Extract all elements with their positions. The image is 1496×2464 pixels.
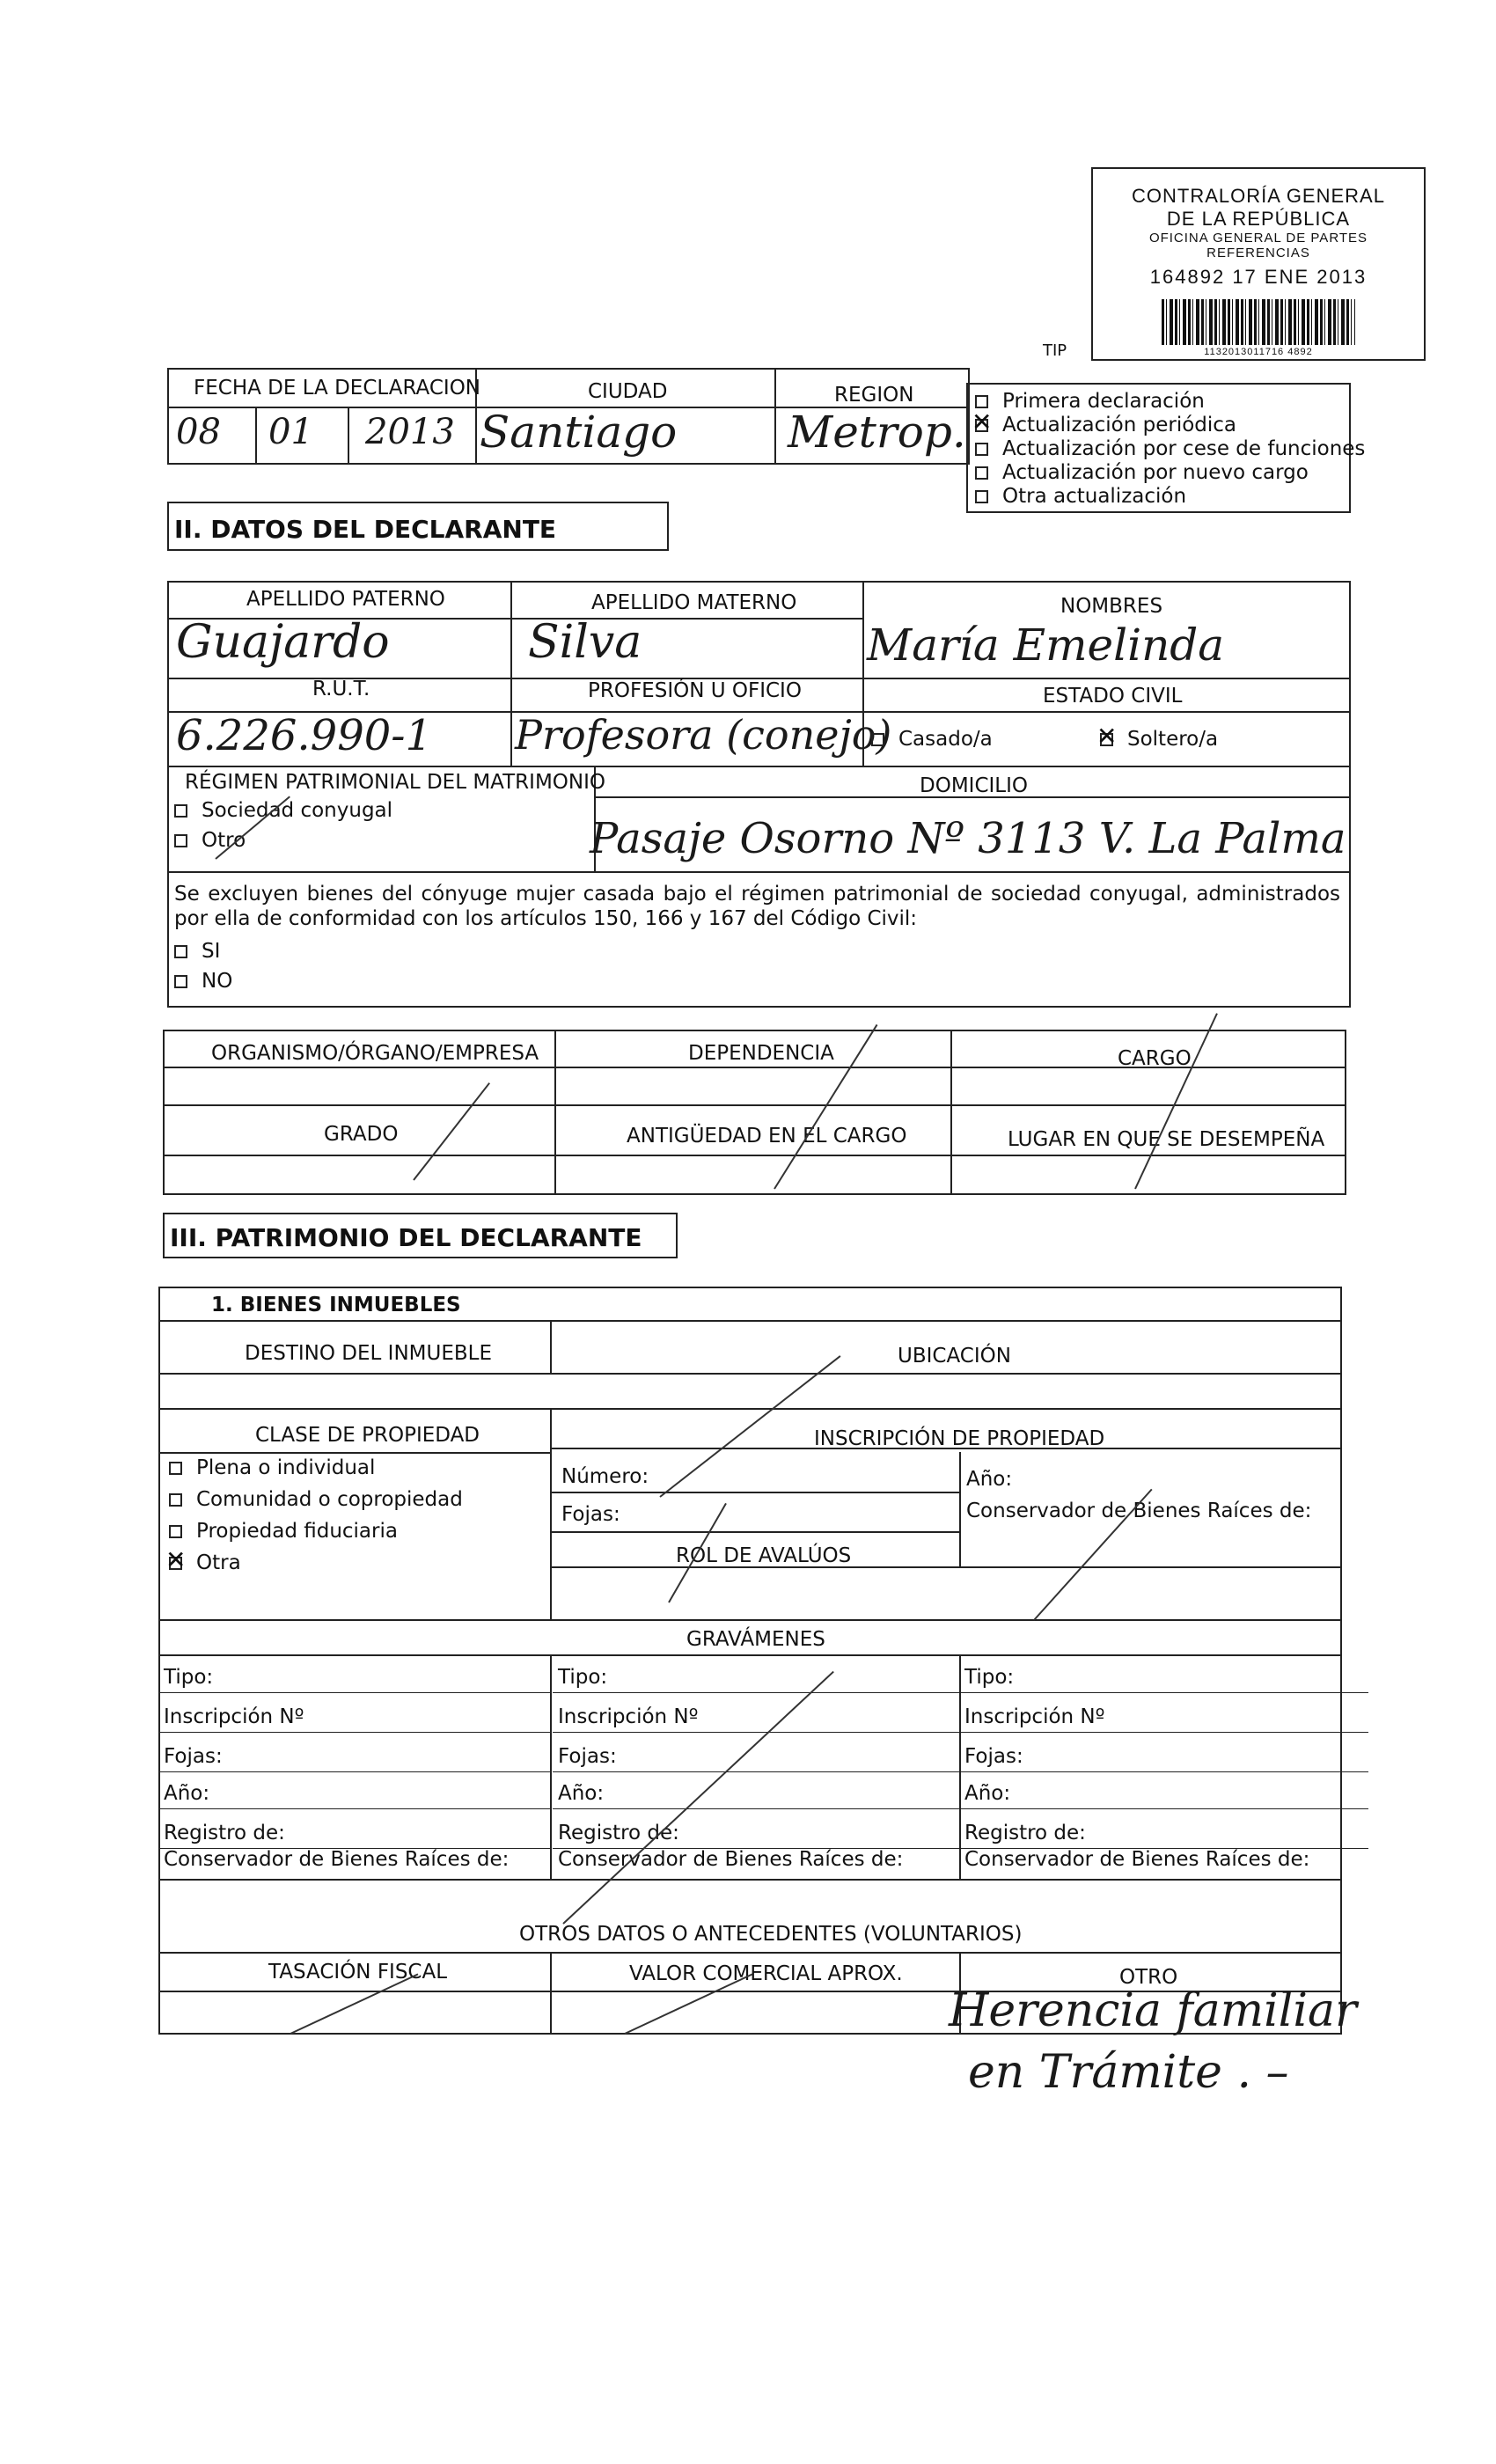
casado-option[interactable]: Casado/a bbox=[871, 728, 993, 751]
declaration-option-label: Otra actualización bbox=[1002, 485, 1187, 508]
gravamen-field-label: Tipo: bbox=[164, 1666, 214, 1689]
domicilio-value: Pasaje Osorno Nº 3113 V. La Palma bbox=[590, 814, 1346, 863]
fecha-dia-value: 08 bbox=[176, 412, 221, 452]
tasacion-fiscal-label: TASACIÓN FISCAL bbox=[268, 1961, 448, 1984]
clase-option[interactable] bbox=[169, 1488, 463, 1511]
barcode-text: 1132013011716 4892 bbox=[1204, 347, 1313, 357]
gravamen-field-label: Conservador de Bienes Raíces de: bbox=[558, 1848, 904, 1871]
lugar-label: LUGAR EN QUE SE DESEMPEÑA bbox=[1008, 1128, 1325, 1151]
clase-option-label: Comunidad o copropiedad bbox=[196, 1488, 463, 1511]
casado-checkbox[interactable] bbox=[871, 733, 884, 746]
profesion-label: PROFESIÓN U OFICIO bbox=[588, 679, 802, 702]
declaration-option-label: Primera declaración bbox=[1002, 390, 1205, 413]
clase-option-label: Otra bbox=[196, 1551, 241, 1574]
fecha-mes-value: 01 bbox=[268, 412, 313, 452]
valor-comercial-label: VALOR COMERCIAL APROX. bbox=[629, 1962, 903, 1985]
reception-stamp bbox=[1091, 167, 1426, 361]
clase-option-label: Propiedad fiduciaria bbox=[196, 1520, 398, 1543]
declaration-option-checkbox[interactable] bbox=[975, 466, 988, 480]
sociedad-conyugal-option[interactable]: Sociedad conyugal bbox=[174, 799, 392, 822]
declaration-option-label: Actualización periódica bbox=[1002, 414, 1237, 436]
otros-datos-label: OTROS DATOS O ANTECEDENTES (VOLUNTARIOS) bbox=[519, 1923, 1023, 1946]
clase-option-checkbox[interactable] bbox=[169, 1525, 182, 1538]
declaration-option-checkbox[interactable] bbox=[975, 490, 988, 503]
rut-label: R.U.T. bbox=[312, 678, 370, 700]
no-checkbox[interactable] bbox=[174, 975, 187, 988]
clase-option[interactable] bbox=[169, 1520, 398, 1543]
gravamen-field-label: Registro de: bbox=[558, 1822, 679, 1844]
gravamen-field-label: Registro de: bbox=[964, 1822, 1086, 1844]
gravamen-field-label: Conservador de Bienes Raíces de: bbox=[964, 1848, 1310, 1871]
gravamen-field-label: Inscripción Nº bbox=[164, 1705, 304, 1728]
ubicacion-label: UBICACIÓN bbox=[898, 1345, 1011, 1368]
declaration-option-label: Actualización por nuevo cargo bbox=[1002, 461, 1309, 484]
domicilio-label: DOMICILIO bbox=[920, 774, 1028, 797]
regimen-label: RÉGIMEN PATRIMONIAL DEL MATRIMONIO bbox=[185, 771, 605, 794]
gravamen-field-label: Conservador de Bienes Raíces de: bbox=[164, 1848, 510, 1871]
gravamen-field-label: Inscripción Nº bbox=[558, 1705, 699, 1728]
clase-label: CLASE DE PROPIEDAD bbox=[255, 1424, 480, 1447]
rol-avaluos-label: ROL DE AVALÚOS bbox=[676, 1544, 852, 1567]
otro-value-line2: en Trámite . – bbox=[968, 2046, 1289, 2099]
region-label: REGION bbox=[834, 384, 914, 407]
declaration-option-label: Actualización por cese de funciones bbox=[1002, 437, 1366, 460]
fecha-label: FECHA DE LA DECLARACION bbox=[194, 377, 481, 400]
apellido-materno-label: APELLIDO MATERNO bbox=[591, 591, 797, 614]
anio-label: Año: bbox=[966, 1468, 1013, 1491]
declaration-option-checkbox[interactable] bbox=[975, 443, 988, 456]
declaration-option[interactable] bbox=[975, 485, 1186, 508]
inscripcion-label: INSCRIPCIÓN DE PROPIEDAD bbox=[814, 1427, 1105, 1450]
estado-civil-label: ESTADO CIVIL bbox=[1043, 685, 1183, 708]
otro-regimen-option[interactable]: Otro bbox=[174, 829, 246, 852]
excluyen-text: Se excluyen bienes del cónyuge mujer casada bajo el régimen patrimonial de sociedad conyugal, administrados por ella de conformidad con los artículos 150, 166 y 167 del Código Civil: bbox=[174, 883, 1340, 930]
stamp-line-3: OFICINA GENERAL DE PARTES bbox=[1148, 231, 1368, 246]
clase-option[interactable] bbox=[169, 1551, 241, 1574]
ciudad-value: Santiago bbox=[480, 407, 678, 458]
declaration-option[interactable] bbox=[975, 437, 1365, 460]
profesion-value: Profesora (conejo) bbox=[515, 711, 892, 759]
grado-label: GRADO bbox=[324, 1123, 399, 1146]
dependencia-label: DEPENDENCIA bbox=[688, 1042, 834, 1065]
clase-option-label: Plena o individual bbox=[196, 1456, 376, 1479]
section-2-title: II. DATOS DEL DECLARANTE bbox=[174, 515, 557, 544]
section-3-title: III. PATRIMONIO DEL DECLARANTE bbox=[170, 1223, 642, 1252]
gravamen-field-label: Tipo: bbox=[964, 1666, 1015, 1689]
si-option[interactable]: SI bbox=[174, 940, 220, 963]
declaration-option[interactable] bbox=[975, 461, 1309, 484]
gravamen-field-label: Tipo: bbox=[558, 1666, 608, 1689]
ciudad-label: CIUDAD bbox=[588, 380, 668, 403]
apellido-paterno-value: Guajardo bbox=[176, 616, 390, 669]
fojas-label: Fojas: bbox=[561, 1503, 620, 1526]
clase-option[interactable] bbox=[169, 1456, 375, 1479]
destino-label: DESTINO DEL INMUEBLE bbox=[245, 1342, 492, 1365]
stamp-line-4: REFERENCIAS bbox=[1206, 246, 1310, 260]
gravamen-field-label: Fojas: bbox=[164, 1745, 223, 1768]
gravamen-field-label: Año: bbox=[164, 1782, 210, 1805]
region-value: Metrop. bbox=[788, 407, 966, 458]
rut-value: 6.226.990-1 bbox=[176, 711, 433, 760]
barcode-icon bbox=[1162, 299, 1355, 345]
clase-option-checkbox[interactable] bbox=[169, 1493, 182, 1507]
no-option[interactable]: NO bbox=[174, 970, 232, 993]
gravamen-field-label: Fojas: bbox=[964, 1745, 1023, 1768]
gravamen-field-label: Año: bbox=[558, 1782, 605, 1805]
soltero-checkbox[interactable] bbox=[1100, 733, 1113, 746]
gravamen-field-label: Registro de: bbox=[164, 1822, 285, 1844]
otro-datos-label: OTRO bbox=[1119, 1966, 1178, 1989]
clase-option-checkbox[interactable] bbox=[169, 1557, 182, 1570]
fecha-anio-value: 2013 bbox=[365, 412, 455, 452]
stamp-line-2: DE LA REPÚBLICA bbox=[1166, 208, 1351, 230]
gravamen-field-label: Año: bbox=[964, 1782, 1011, 1805]
otro-regimen-checkbox[interactable] bbox=[174, 834, 187, 847]
bienes-inmuebles-subtitle: 1. BIENES INMUEBLES bbox=[211, 1294, 461, 1316]
nombres-value: María Emelinda bbox=[867, 620, 1225, 671]
declaration-option-checkbox[interactable] bbox=[975, 395, 988, 408]
organismo-label: ORGANISMO/ÓRGANO/EMPRESA bbox=[211, 1042, 539, 1065]
nombres-label: NOMBRES bbox=[1060, 595, 1163, 618]
declaration-option[interactable] bbox=[975, 390, 1205, 413]
clase-option-checkbox[interactable] bbox=[169, 1462, 182, 1475]
conservador-label: Conservador de Bienes Raíces de: bbox=[966, 1500, 1312, 1522]
gravamenes-label: GRAVÁMENES bbox=[686, 1628, 825, 1651]
soltero-option[interactable]: ✕ Soltero/a bbox=[1100, 728, 1218, 751]
otro-value-line1: Herencia familiar bbox=[949, 1984, 1357, 2037]
gravamen-field-label: Inscripción Nº bbox=[964, 1705, 1105, 1728]
declaration-option-checkbox[interactable] bbox=[975, 419, 988, 432]
apellido-paterno-label: APELLIDO PATERNO bbox=[246, 588, 445, 611]
sociedad-conyugal-checkbox[interactable] bbox=[174, 804, 187, 818]
gravamen-field-label: Fojas: bbox=[558, 1745, 617, 1768]
apellido-materno-value: Silva bbox=[528, 616, 642, 669]
tip-label: TIP bbox=[1043, 341, 1067, 360]
stamp-line-5: 164892 17 ENE 2013 bbox=[1149, 266, 1368, 288]
si-checkbox[interactable] bbox=[174, 945, 187, 958]
stamp-line-1: CONTRALORÍA GENERAL bbox=[1132, 185, 1385, 207]
cargo-label: CARGO bbox=[1118, 1047, 1192, 1070]
numero-label: Número: bbox=[561, 1465, 649, 1488]
declaration-option[interactable] bbox=[975, 414, 1236, 436]
antiguedad-label: ANTIGÜEDAD EN EL CARGO bbox=[627, 1125, 907, 1148]
